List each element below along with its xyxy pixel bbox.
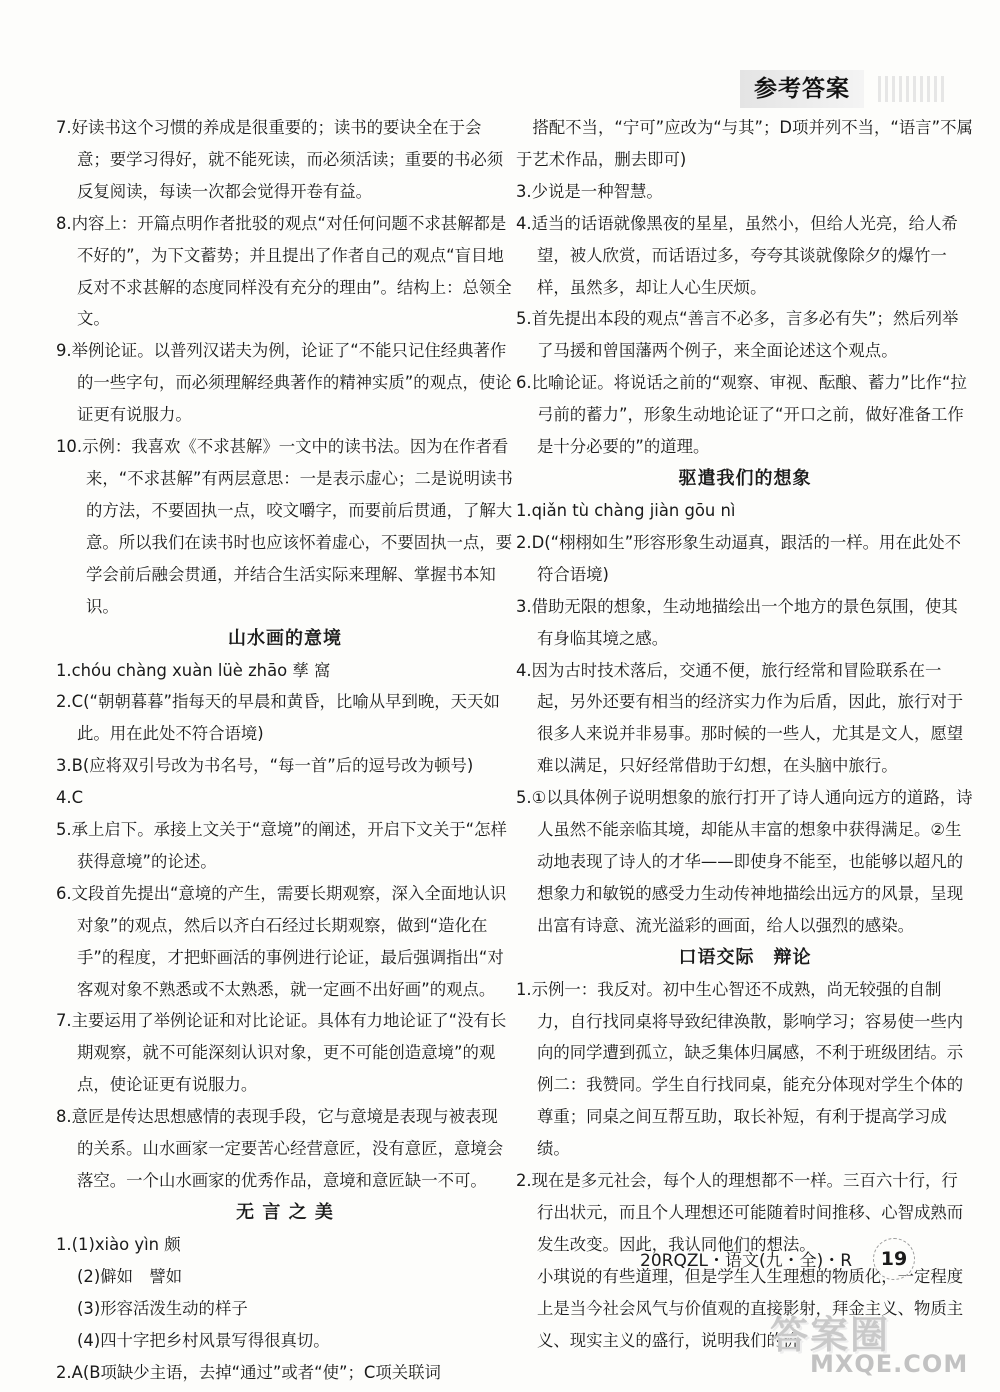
answer-item: 6.文段首先提出“意境的产生，需要长期观察，深入全面地认识对象”的观点，然后以齐白石经过长期观察，做到“造化在手”的程度，才把虾画活的事例进行论证，最后强调指出“对客观对象不熟悉或不太熟悉，就一定画不出好画”的观点。 <box>56 883 507 999</box>
left-column <box>56 112 514 1388</box>
answer-item: 3.借助无限的想象，生动地描绘出一个地方的景色氛围，使其有身临其境之感。 <box>516 596 958 648</box>
answer-item: 1.chóu chàng xuàn lüè zhāo 孳 窩 <box>56 660 331 680</box>
answer-item: 2.D(“栩栩如生”形容形象生动逼真，跟活的一样。用在此处不符合语境) <box>516 532 962 584</box>
badge-decoration <box>878 76 948 102</box>
answer-item: 6.比喻论证。将说话之前的“观察、审视、酝酿、蓄力”比作“拉弓前的蓄力”，形象生动地论证了“开口之前，做好准备工作是十分必要的”的道理。 <box>516 373 967 457</box>
answer-item: (2)僻如 譬如 <box>77 1266 183 1286</box>
answer-key-badge <box>740 70 950 108</box>
watermark-glyphs: 答案圈 <box>770 1313 891 1357</box>
watermark-logo <box>770 1304 995 1386</box>
answer-item: 8.意匠是传达思想感情的表现手段，它与意境是表现与被表现的关系。山水画家一定要苦心经营意匠，没有意匠，意境会落空。一个山水画家的优秀作品，意境和意匠缺一不可。 <box>56 1107 504 1190</box>
section-heading: 驱遣我们的想象 <box>678 467 812 489</box>
answer-item: 搭配不当，“宁可”应改为“与其”；D项并列不当，“语言”不属于艺术作品，删去即可) <box>516 118 973 169</box>
answer-item: 小琪说的有些道理，但是学生人生理想的物质化，一定程度上是当今社会风气与价值观的直接影射，拜金主义、物质主义、现实主义的盛行，说明我们的价 <box>537 1266 964 1350</box>
right-column <box>516 112 974 1357</box>
watermark-domain: MXQE.COM <box>810 1350 969 1378</box>
answer-item: 2.C(“朝朝暮暮”指每天的早晨和黄昏，比喻从早到晚，天天如此。用在此处不符合语境) <box>56 692 500 744</box>
answer-item: 3.B(应将双引号改为书名号，“每一首”后的逗号改为顿号) <box>56 756 474 776</box>
answer-item: (4)四十字把乡村风景写得很真切。 <box>77 1330 330 1350</box>
section-heading: 山水画的意境 <box>228 627 342 649</box>
answer-item: 5.①以具体例子说明想象的旅行打开了诗人通向远方的道路，诗人虽然不能亲临其境，却能从丰富的想象中获得满足。②生动地表现了诗人的才华——即使身不能至，也能够以超凡的想象力和敏锐的感受力生动传神地描绘出远方的风景，呈现出富有诗意、流光溢彩的画面，给人以强烈的感染。 <box>516 788 973 935</box>
page-number: 19 <box>873 1238 915 1280</box>
answer-item: 4.因为古时技术落后，交通不便，旅行经常和冒险联系在一起，另外还要有相当的经济实力作为后盾，因此，旅行对于很多人来说并非易事。那时候的一些人，尤其是文人，愿望难以满足，只好经常借助于幻想，在头脑中旅行。 <box>516 660 964 776</box>
answer-item: 1.示例一：我反对。初中生心智还不成熟，尚无较强的自制力，自行找同桌将导致纪律涣散，影响学习；容易使一些内向的同学遭到孤立，缺乏集体归属感，不利于班级团结。示例二：我赞同。学生自行找同桌，能充分体现对学生个体的尊重；同桌之间互帮互助，取长补短，有利于提高学习成绩。 <box>516 979 964 1159</box>
answer-item: 1.(1)xiào yìn 颇 <box>56 1234 181 1254</box>
answer-item: 2.现在是多元社会，每个人的理想都不一样。三百六十行，行行出状元，而且个人理想还可能随着时间推移、心智成熟而发生改变。因此，我认同他们的想法。 <box>516 1171 964 1254</box>
answer-item: 9.举例论证。以普列汉诺夫为例，论证了“不能只记住经典著作的一些字句，而必须理解经典著作的精神实质”的观点，使论证更有说服力。 <box>56 341 512 425</box>
section-heading: 口语交际 辩论 <box>678 946 812 968</box>
answer-item: 7.好读书这个习惯的养成是很重要的；读书的要诀全在于会意；要学习得好，就不能死读，而必须活读；重要的书必须反复阅读，每读一次都会觉得开卷有益。 <box>56 118 504 201</box>
answer-item: 3.少说是一种智慧。 <box>516 181 663 201</box>
answer-item: 1.qiǎn tù chàng jiàn gōu nì <box>516 500 736 520</box>
answer-item: 10.示例：我喜欢《不求甚解》一文中的读书法。因为在作者看来，“不求甚解”有两层意思：一是表示虚心；二是说明读书的方法，不要固执一点，咬文嚼字，而要前后贯通，了解大意。所以我们在读书时也应该怀着虚心，不要固执一点，要学会前后融会贯通，并结合生活实际来理解、掌握书本知识。 <box>56 437 513 616</box>
answer-item: 4.C <box>56 788 84 808</box>
answer-item: 7.主要运用了举例论证和对比论证。具体有力地论证了“没有长期观察，就不可能深刻认识对象，更不可能创造意境”的观点，使论证更有说服力。 <box>56 1011 507 1095</box>
answer-item: (3)形容活泼生动的样子 <box>77 1298 248 1318</box>
answer-item: 2.A(B项缺少主语，去掉“通过”或者“使”；C项关联词 <box>56 1362 441 1382</box>
answer-item: 5.承上启下。承接上文关于“意境”的阐述，开启下文关于“怎样获得意境”的论述。 <box>56 820 507 871</box>
answer-item: 5.首先提出本段的观点“善言不必多，言多必有失”；然后列举了马援和曾国藩两个例子，来全面论述这个观点。 <box>516 309 959 361</box>
footer-code: 20RQZL・语文(九・全)・R <box>640 1251 853 1271</box>
answer-item: 8.内容上：开篇点明作者批驳的观点“对任何问题不求甚解都是不好的”，为下文蓄势；并且提出了作者自己的观点“盲目地反对不求甚解的态度同样没有充分的理由”。结构上：总领全文。 <box>56 213 512 329</box>
answer-key-label: 参考答案 <box>740 70 864 108</box>
section-heading: 无 言 之 美 <box>236 1201 334 1223</box>
answer-item: 4.适当的话语就像黑夜的星星，虽然小，但给人光亮，给人希望，被人欣赏，而话语过多，夸夸其谈就像除夕的爆竹一样，虽然多，却让人心生厌烦。 <box>516 213 958 297</box>
